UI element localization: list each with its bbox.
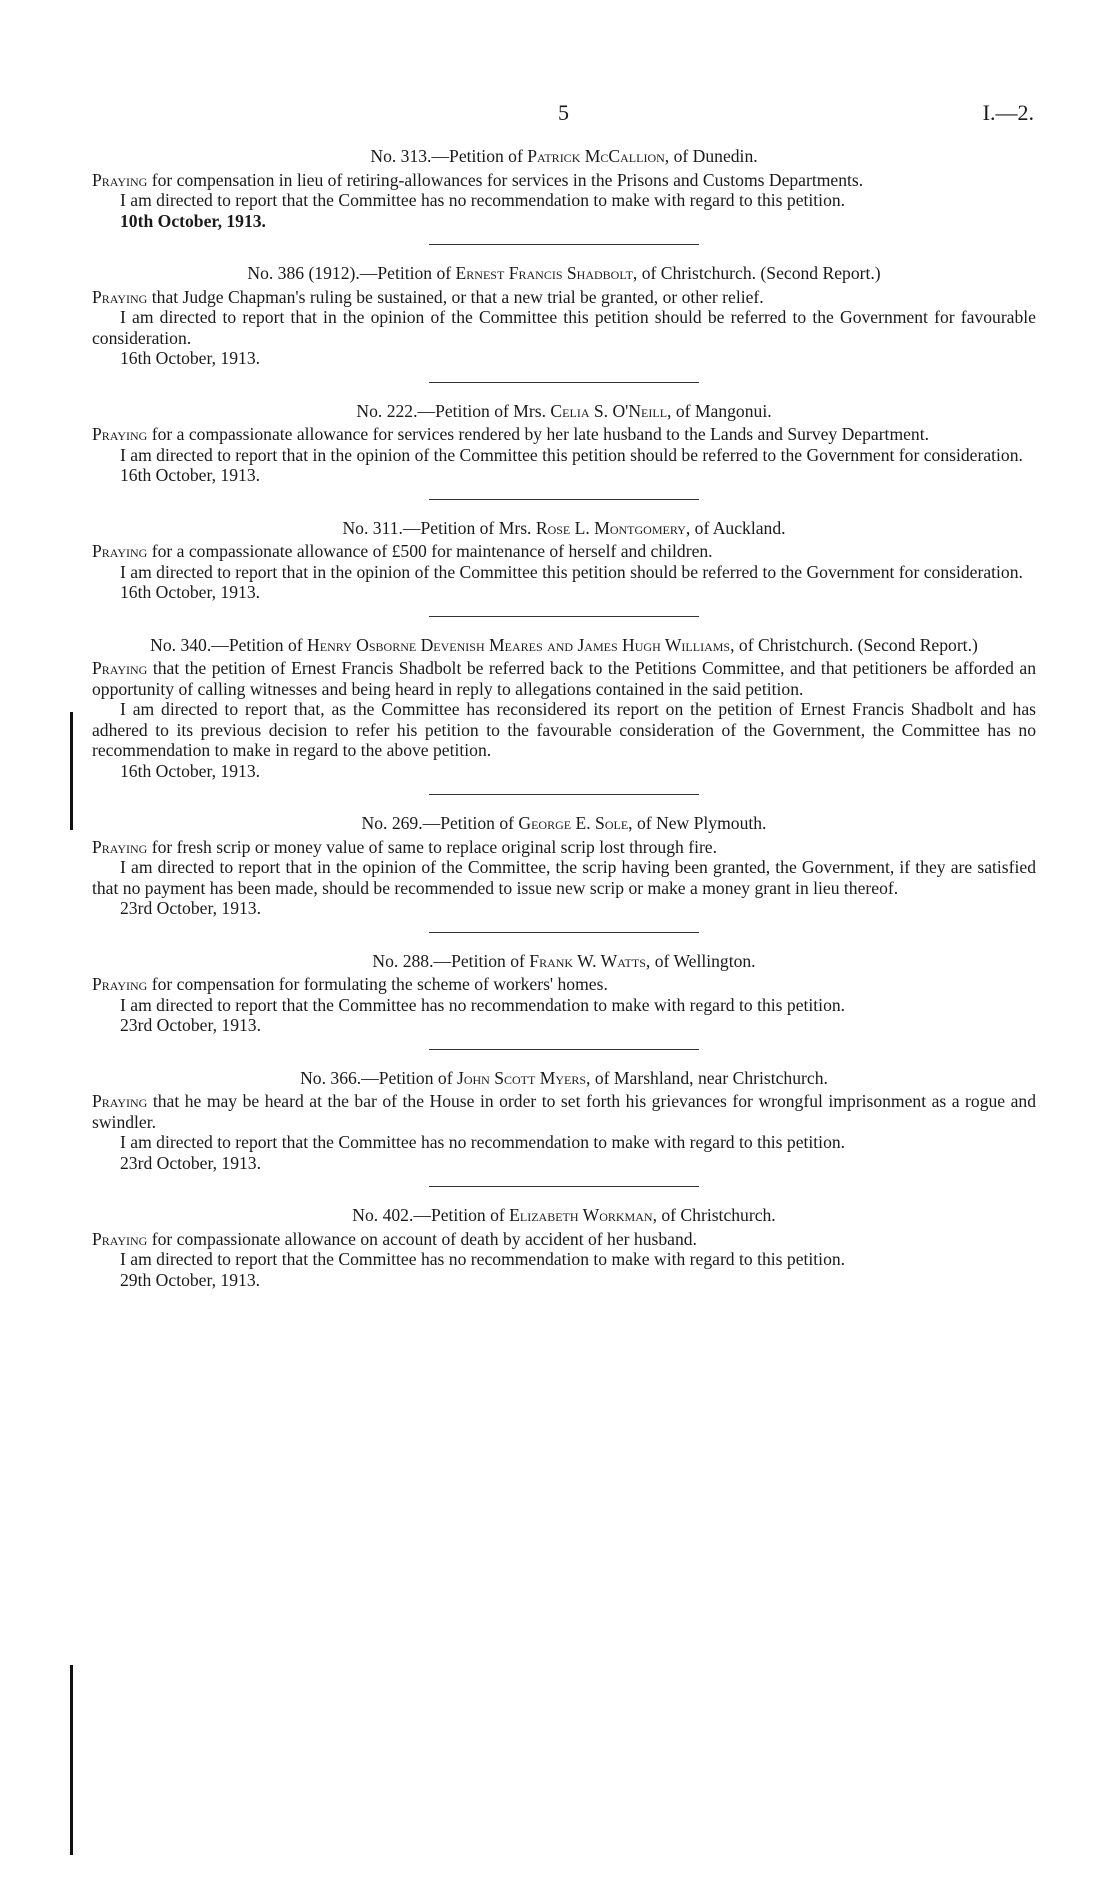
- petition-title: No. 311.—Petition of Mrs. Rose L. Montgomery, of Auckland.: [342, 517, 786, 538]
- petition-288: [92, 951, 1036, 1036]
- petition-title: No. 222.—Petition of Mrs. Celia S. O'Neill, of Mangonui.: [356, 400, 772, 421]
- report-date: 23rd October, 1913.: [120, 1152, 261, 1173]
- petitioner-name: Elizabeth Workman: [509, 1205, 653, 1225]
- page-number: 5: [558, 100, 569, 125]
- petition-269: [92, 813, 1036, 919]
- report-paragraph: I am directed to report that the Committee has no recommendation to make with regard to this petition.: [120, 190, 846, 210]
- report-paragraph: I am directed to report that in the opinion of the Committee this petition should be referred to the Government for consideration.: [120, 561, 1023, 582]
- margin-mark: [70, 1665, 73, 1855]
- petition-title: No. 313.—Petition of Patrick McCallion, of Dunedin.: [370, 146, 758, 166]
- report-date: 16th October, 1913.: [120, 465, 261, 485]
- praying-paragraph: Praying for compensation for formulating the scheme of workers' homes.: [92, 974, 608, 994]
- petition-366: [92, 1068, 1036, 1174]
- praying-paragraph: Praying for compensation in lieu of retiring-allowances for services in the Prisons and Customs Departments.: [92, 169, 864, 190]
- document-body: [92, 146, 1036, 1290]
- praying-paragraph: Praying for compassionate allowance on account of death by accident of her husband.: [92, 1228, 697, 1249]
- praying-paragraph: Praying for fresh scrip or money value of same to replace original scrip lost through fire.: [92, 836, 718, 857]
- page-header: [0, 100, 1114, 130]
- section-divider: [429, 932, 699, 933]
- section-divider: [429, 1049, 699, 1050]
- report-paragraph: I am directed to report that the Committee has no recommendation to make with regard to this petition.: [120, 994, 846, 1015]
- petitioner-name: Ernest Francis Shadbolt: [455, 263, 633, 283]
- petitioner-name: Rose L. Montgomery: [535, 517, 686, 538]
- petition-title: No. 269.—Petition of George E. Sole, of New Plymouth.: [361, 813, 767, 833]
- petition-title: No. 386 (1912).—Petition of Ernest Francis Shadbolt, of Christchurch. (Second Report.): [247, 263, 881, 283]
- section-divider: [429, 382, 699, 383]
- petitioner-name: Frank W. Watts: [529, 950, 646, 971]
- report-paragraph: I am directed to report that in the opinion of the Committee this petition should be referred to the Government for favourable consideration.: [92, 307, 1036, 348]
- report-paragraph: I am directed to report that in the opinion of the Committee, the scrip having been granted, the Government, if they are satisfied that no payment has been made, should be recommended to issue new scrip or make a money grant in lieu thereof.: [92, 857, 1036, 898]
- petition-222: [92, 401, 1036, 486]
- section-divider: [429, 794, 699, 795]
- report-date: 29th October, 1913.: [120, 1269, 261, 1290]
- petition-title: No. 340.—Petition of Henry Osborne Devenish Meares and James Hugh Williams, of Christchurch. (Second Report.): [150, 634, 978, 655]
- section-divider: [429, 1186, 699, 1187]
- petition-340: [92, 635, 1036, 782]
- report-date: 23rd October, 1913.: [120, 898, 261, 918]
- praying-paragraph: Praying for a compassionate allowance of £500 for maintenance of herself and children.: [92, 541, 713, 561]
- report-date: 16th October, 1913.: [120, 760, 261, 781]
- report-paragraph: I am directed to report that the Committee has no recommendation to make with regard to this petition.: [120, 1249, 846, 1269]
- report-date: 23rd October, 1913.: [120, 1015, 261, 1035]
- report-date: 16th October, 1913.: [120, 582, 261, 602]
- section-divider: [429, 499, 699, 500]
- petition-title: No. 288.—Petition of Frank W. Watts, of Wellington.: [372, 950, 756, 971]
- report-paragraph: I am directed to report that, as the Committee has reconsidered its report on the petition of Ernest Francis Shadbolt and has adhered to its previous decision to refer his petition to the favourable consideration of the Government, the Committee has no recommendation to make in regard to the above petition.: [92, 699, 1036, 760]
- document-reference: I.—2.: [982, 100, 1034, 125]
- section-divider: [429, 616, 699, 617]
- petition-311: [92, 518, 1036, 603]
- report-date: 10th October, 1913.: [120, 210, 266, 231]
- margin-mark: [70, 712, 73, 830]
- report-date: 16th October, 1913.: [120, 348, 261, 368]
- petitioner-name: Patrick McCallion: [527, 146, 665, 166]
- section-divider: [429, 244, 699, 245]
- petition-313: [92, 146, 1036, 231]
- praying-paragraph: Praying that Judge Chapman's ruling be sustained, or that a new trial be granted, or other relief.: [92, 286, 764, 307]
- petition-386: [92, 263, 1036, 369]
- petitioner-name: John Scott Myers: [456, 1067, 587, 1088]
- petition-title: No. 366.—Petition of John Scott Myers, of Marshland, near Christchurch.: [300, 1067, 828, 1088]
- report-paragraph: I am directed to report that the Committee has no recommendation to make with regard to this petition.: [120, 1132, 846, 1152]
- praying-paragraph: Praying for a compassionate allowance for services rendered by her late husband to the Lands and Survey Department.: [92, 424, 930, 444]
- petitioner-name: Henry Osborne Devenish Meares and James Hugh Williams: [307, 634, 731, 655]
- petitioner-name: George E. Sole: [518, 813, 629, 833]
- petition-402: [92, 1205, 1036, 1290]
- petition-title: No. 402.—Petition of Elizabeth Workman, of Christchurch.: [352, 1205, 776, 1225]
- petitioner-name: Celia S. O'Neill: [550, 400, 668, 421]
- report-paragraph: I am directed to report that in the opinion of the Committee this petition should be referred to the Government for consideration.: [120, 444, 1023, 465]
- praying-paragraph: Praying that he may be heard at the bar of the House in order to set forth his grievances for wrongful imprisonment as a rogue and swindler.: [92, 1091, 1036, 1132]
- praying-paragraph: Praying that the petition of Ernest Francis Shadbolt be referred back to the Petitions Committee, and that petitioners be afforded an opportunity of calling witnesses and being heard in reply to allegations contained in the said petition.: [92, 658, 1036, 699]
